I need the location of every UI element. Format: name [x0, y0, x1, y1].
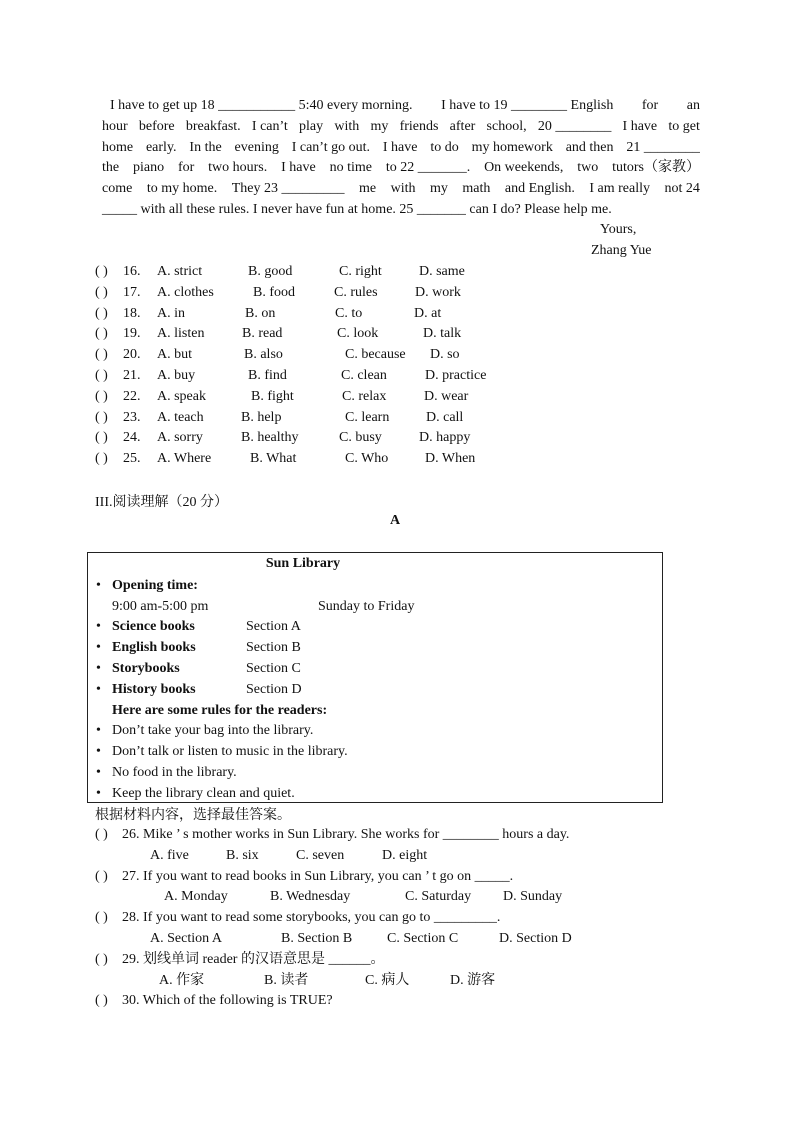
- part-label: A: [390, 513, 401, 528]
- passage-line: come to my home. They 23 _________ me with my math and English. I am really not 24: [102, 181, 700, 197]
- passage-line: I have to get up 18 ___________ 5:40 every morning. I have to 19 ________ English for an: [110, 98, 700, 113]
- answer-blank[interactable]: ( ): [95, 869, 108, 884]
- letter-closing: Yours,: [600, 222, 637, 237]
- option: A. Monday: [164, 889, 228, 904]
- letter-signature: Zhang Yue: [591, 243, 652, 258]
- library-notice: Sun Library • Opening time: 9:00 am-5:00 pm Sunday to Friday • Science books Section A • English books Section B • Storybooks Section C • History books Section D Here are some rules for the readers: • Don’t take your bag into the library. • Don’t talk or listen to music in the library. • No food in the library. • Keep the library clean and quiet.: [87, 552, 663, 803]
- answer-blank[interactable]: ( ): [95, 347, 108, 362]
- worksheet-page: I have to get up 18 ___________ 5:40 every morning. I have to 19 ________ English for an hour before breakfast. I can’t play with my friends after school, 20 ________ I have to get home early. In the evening I can’t go out. I have to do my homework and then 21 ________ the piano for two hours. I have no time to 22 _______. On weekends, two tutors（家教） come to my home. They 23 _________ me with my math and English. I am really not 24 _____ with all these rules. I never have fun at home. 25 _______ can I do? Please help me. Yours, Zhang Yue ( ) 16. A. strict B. good C. right D. same ( ) 17. A. clothes B. food C. rules D. work ( ) 18. A. in B. on C. to D. at ( ) 19. A. listen B. read C. look D. talk ( ) 20. A. but B. also C. because D. so ( ) 21. A. buy B. find C. clean D. practice ( ) 22. A. speak B. fight C. relax D. wear ( ) 23. A. teach B. help C. learn D. call ( ) 24. A. sorry B. healthy C. busy D. happy ( ) 25. A. Where B. What C. Who D. When III.阅读理解（20 分） A Sun Library • Opening time: 9:00 am-5:00 pm Sunday to Friday • Science books Section A • English books Section B • Storybooks Section C • History books Section D Here are some rules for the readers: • Don’t take your bag into the library. • Don’t talk or listen to music in the library. • No food in the library. • Keep the library clean and quiet. 根据材料内容，选择最佳答案。 ( ) 26. Mike ’ s mother works in Sun Library. She works for ________ hours a day. A. five B. six C. seven D. eight ( ) 27. If you want to read books in Sun Library, you can ’ t go on _____. A. Monday B. Wednesday C. Saturday D. Sunday ( ) 28. If you want to read some storybooks, you can go to _________. A. Section A B. Section B C. Section C D. Section D ( ) 29. 划线单词 reader 的汉语意思是 ______。 A. 作家 B. 读者 C. 病人 D. 游客 ( ) 30. Which of the following is TRUE?: [0, 0, 794, 1123]
- option: B. 读者: [264, 973, 309, 988]
- option: C. seven: [296, 848, 345, 863]
- answer-blank[interactable]: ( ): [95, 430, 108, 445]
- answer-blank[interactable]: ( ): [95, 993, 108, 1008]
- answer-blank[interactable]: ( ): [95, 285, 108, 300]
- option: A. Section A: [150, 931, 222, 946]
- bullet-icon: •: [96, 640, 101, 655]
- answer-blank[interactable]: ( ): [95, 368, 108, 383]
- passage-line: _____ with all these rules. I never have fun at home. 25 _______ can I do? Please help me.: [102, 201, 612, 217]
- library-title: Sun Library: [265, 556, 341, 571]
- option: B. Wednesday: [270, 889, 351, 904]
- passage-line: home early. In the evening I can’t go out. I have to do my homework and then 21 ________: [102, 139, 700, 155]
- option: A. 作家: [159, 973, 205, 988]
- bullet-icon: •: [96, 786, 101, 801]
- option: C. 病人: [365, 973, 410, 988]
- option: A. five: [150, 848, 189, 863]
- option: C. Section C: [387, 931, 459, 946]
- answer-blank[interactable]: ( ): [95, 264, 108, 279]
- option: D. Sunday: [503, 889, 563, 904]
- answer-blank[interactable]: ( ): [95, 306, 108, 321]
- bullet-icon: •: [96, 723, 101, 738]
- option: B. six: [226, 848, 259, 863]
- option: C. Saturday: [405, 889, 472, 904]
- answer-blank[interactable]: ( ): [95, 910, 108, 925]
- reading-instruction: 根据材料内容，选择最佳答案。: [95, 808, 291, 823]
- cloze-passage: [102, 96, 700, 258]
- passage-line: the piano for two hours. I have no time to 22 _______. On weekends, two tutors（家教）: [102, 160, 700, 176]
- answer-blank[interactable]: ( ): [95, 389, 108, 404]
- passage-line: hour before breakfast. I can’t play with my friends after school, 20 ________ I have to get: [102, 118, 700, 134]
- bullet-icon: •: [96, 578, 101, 593]
- option: D. eight: [382, 848, 428, 863]
- bullet-icon: •: [96, 765, 101, 780]
- option: B. Section B: [281, 931, 353, 946]
- answer-blank[interactable]: ( ): [95, 952, 108, 967]
- bullet-icon: •: [96, 619, 101, 634]
- bullet-icon: •: [96, 661, 101, 676]
- option: D. 游客: [450, 973, 496, 988]
- answer-blank[interactable]: ( ): [95, 827, 108, 842]
- bullet-icon: •: [96, 744, 101, 759]
- answer-blank[interactable]: ( ): [95, 326, 108, 341]
- answer-blank[interactable]: ( ): [95, 410, 108, 425]
- answer-blank[interactable]: ( ): [95, 451, 108, 466]
- bullet-icon: •: [96, 682, 101, 697]
- option: D. Section D: [499, 931, 572, 946]
- section-heading: III.阅读理解（20 分）: [95, 495, 228, 510]
